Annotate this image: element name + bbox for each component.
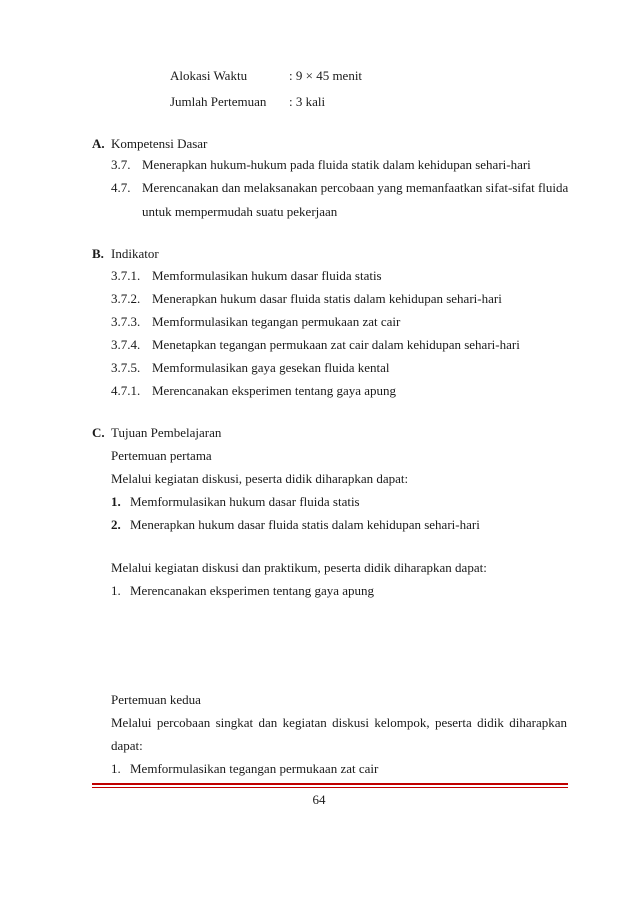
indicator-num: 3.7.5. (111, 360, 141, 375)
indicator-num: 3.7.3. (111, 314, 141, 329)
section-b-letter: B. (92, 246, 104, 261)
section-c-letter: C. (92, 425, 105, 440)
indicator-text: Menerapkan hukum dasar fluida statis dalam kehidupan sehari-hari (152, 291, 502, 306)
meeting-2-title: Pertemuan kedua (111, 692, 201, 707)
meeting-1-title: Pertemuan pertama (111, 448, 212, 463)
page-number: 64 (312, 792, 326, 807)
objective-num: 1. (111, 761, 121, 776)
indicator-num: 4.7.1. (111, 383, 141, 398)
objective-num: 2. (111, 517, 121, 532)
section-b-title: Indikator (111, 246, 159, 261)
jumlah-pertemuan-label: Jumlah Pertemuan (170, 94, 267, 109)
indicator-num: 3.7.2. (111, 291, 141, 306)
kd-item-text: Menerapkan hukum-hukum pada fluida statik dalam kehidupan sehari-hari (142, 157, 531, 172)
objective-text: Menerapkan hukum dasar fluida statis dalam kehidupan sehari-hari (130, 517, 480, 532)
indicator-text: Memformulasikan tegangan permukaan zat cair (152, 314, 401, 329)
kd-item-num: 3.7. (111, 157, 131, 172)
section-c-title: Tujuan Pembelajaran (111, 425, 222, 440)
meeting-1-intro: Melalui kegiatan diskusi, peserta didik diharapkan dapat: (111, 471, 409, 486)
objective-text: Merencanakan eksperimen tentang gaya apung (130, 583, 375, 598)
objective-text: Memformulasikan tegangan permukaan zat cair (130, 761, 379, 776)
objective-num: 1. (111, 494, 121, 509)
alokasi-waktu-value: : 9 × 45 menit (289, 68, 363, 83)
footer-rule-thick (92, 783, 568, 785)
alokasi-waktu-label: Alokasi Waktu (170, 68, 248, 83)
objective-text: Memformulasikan hukum dasar fluida statis (130, 494, 360, 509)
indicator-num: 3.7.1. (111, 268, 141, 283)
indicator-text: Memformulasikan hukum dasar fluida statis (152, 268, 382, 283)
meeting-2-intro-continued: dapat: (111, 738, 143, 753)
section-a-title: Kompetensi Dasar (111, 136, 208, 151)
indicator-text: Memformulasikan gaya gesekan fluida kental (152, 360, 390, 375)
jumlah-pertemuan-value: : 3 kali (289, 94, 326, 109)
kd-item-text: Merencanakan dan melaksanakan percobaan yang memanfaatkan sifat-sifat fluida (142, 180, 569, 195)
indicator-text: Merencanakan eksperimen tentang gaya apung (152, 383, 397, 398)
meeting-2-intro: Melalui percobaan singkat dan kegiatan diskusi kelompok, peserta didik diharapkan (111, 715, 567, 730)
kd-item-text-continued: untuk mempermudah suatu pekerjaan (142, 204, 338, 219)
objective-num: 1. (111, 583, 121, 598)
indicator-text: Menetapkan tegangan permukaan zat cair dalam kehidupan sehari-hari (152, 337, 520, 352)
section-a-letter: A. (92, 136, 105, 151)
meeting-1-intro-2: Melalui kegiatan diskusi dan praktikum, peserta didik diharapkan dapat: (111, 560, 487, 575)
footer-rule-thin (92, 787, 568, 788)
indicator-num: 3.7.4. (111, 337, 141, 352)
kd-item-num: 4.7. (111, 180, 131, 195)
